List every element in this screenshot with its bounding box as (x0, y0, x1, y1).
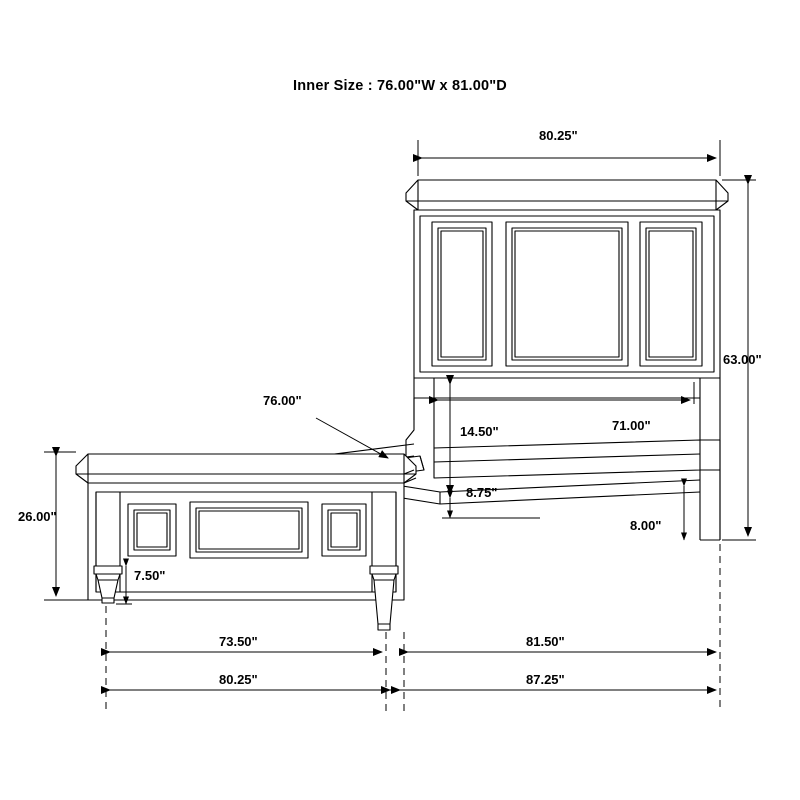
dimension-label-headboard-width: 80.25" (539, 128, 578, 143)
bed-outline (76, 180, 728, 630)
page-title: Inner Size : 76.00"W x 81.00"D (293, 78, 507, 94)
dimension-label-footboard-height: 26.00" (18, 509, 57, 524)
dimension-label-headboard-panel-width: 71.00" (612, 418, 651, 433)
dimension-label-slat-height: 8.75" (466, 485, 498, 500)
dimension-label-mattress-width: 76.00" (263, 393, 302, 408)
dimension-label-headboard-height: 63.00" (723, 352, 762, 367)
dimension-label-leg-height: 7.50" (134, 568, 166, 583)
dimension-label-post-to-headboard: 81.50" (526, 634, 565, 649)
dimension-label-rail-top-height: 14.50" (460, 424, 499, 439)
dimension-label-overall-depth: 87.25" (526, 672, 565, 687)
dimension-label-footboard-overall: 80.25" (219, 672, 258, 687)
dimension-label-footboard-to-post: 73.50" (219, 634, 258, 649)
dimension-label-clearance-height: 8.00" (630, 518, 662, 533)
